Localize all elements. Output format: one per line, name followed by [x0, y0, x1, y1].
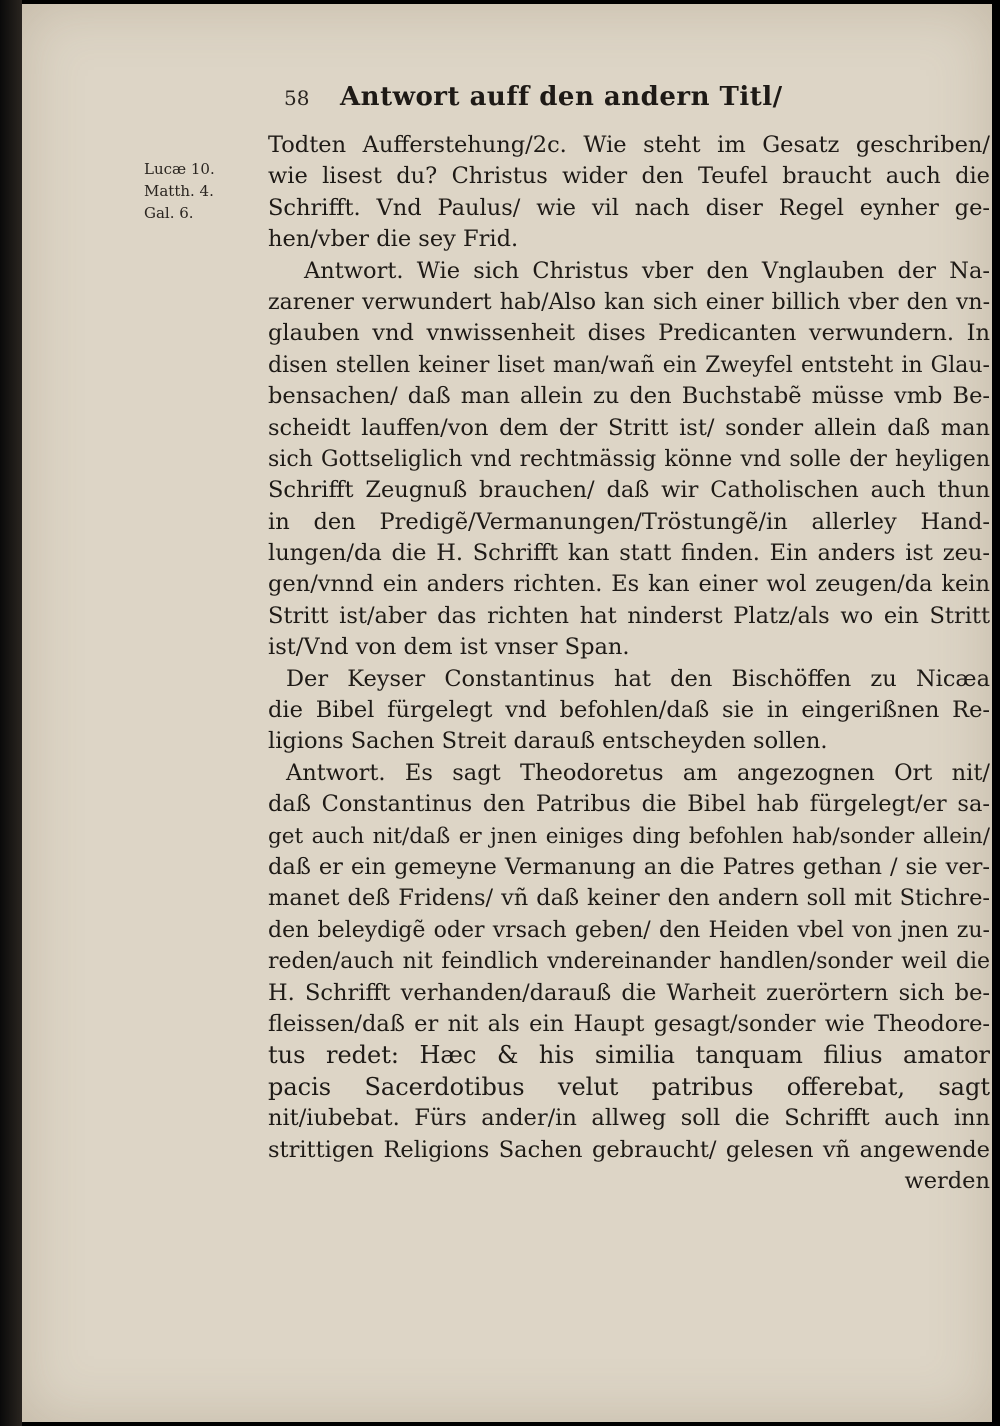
text-line: hen/vber die sey Frid.	[268, 226, 519, 253]
text-line: manet deß Fridens/ vñ daß keiner den andern soll mit Stichre-	[268, 885, 990, 912]
catchword: werden	[904, 1167, 990, 1194]
text-line: get auch nit/daß er jnen einiges ding befohlen hab/sonder allein/	[268, 823, 990, 849]
text-line: lungen/da die H. Schrifft kan statt finden. Ein anders ist zeu-	[268, 540, 990, 567]
text-line: Der Keyser Constantinus hat den Bischöffen zu Nicæa	[286, 665, 990, 692]
text-line: disen stellen keiner liset man/wañ ein Zweyfel entsteht in Glau-	[268, 352, 990, 378]
text-line: glauben vnd vnwissenheit dises Predicanten verwundern. In	[268, 320, 990, 347]
text-line: H. Schrifft verhanden/darauß die Warheit zuerörtern sich be-	[268, 979, 990, 1006]
text-line: sich Gottseliglich vnd rechtmässig könne vnd solle der heyligen	[268, 446, 990, 472]
text-line: daß Constantinus den Patribus die Bibel hab fürgelegt/er sa-	[268, 791, 990, 818]
text-line: Stritt ist/aber das richten hat ninderst Platz/als wo ein Stritt	[268, 602, 990, 629]
text-line: ist/Vnd von dem ist vnser Span.	[268, 634, 630, 661]
margin-note: Matth. 4.	[144, 182, 214, 200]
text-line: die Bibel fürgelegt vnd befohlen/daß sie in eingerißnen Re-	[268, 697, 990, 724]
text-line: in den Predigẽ/Vermanungen/Tröstungẽ/in allerley Hand-	[268, 508, 990, 535]
text-line: gen/vnnd ein anders richten. Es kan einer wol zeugen/da kein	[268, 571, 990, 598]
text-line: den beleydigẽ oder vrsach geben/ den Heiden vbel von jnen zu-	[268, 917, 990, 943]
text-line: tus redet: Hæc & his similia tanquam filius amator	[268, 1041, 990, 1070]
text-line: bensachen/ daß man allein zu den Buchstabẽ müsse vmb Be-	[268, 383, 990, 410]
text-line: Antwort. Wie sich Christus vber den Vnglauben der Na-	[304, 257, 990, 284]
text-line: nit/iubebat. Fürs ander/in allweg soll die Schrifft auch inn	[268, 1105, 990, 1132]
text-line: fleissen/daß er nit als ein Haupt gesagt/sonder wie Theodore-	[268, 1010, 990, 1037]
text-line: strittigen Religions Sachen gebraucht/ gelesen vñ angewende	[268, 1136, 990, 1163]
margin-notes	[144, 158, 254, 224]
body-text	[268, 130, 990, 1197]
text-line: zarener verwundert hab/Also kan sich einer billich vber den vn-	[268, 289, 990, 315]
text-line: scheidt lauffen/von dem der Stritt ist/ sonder allein daß man	[268, 414, 990, 441]
text-line: ligions Sachen Streit darauß entscheyden sollen.	[268, 728, 828, 755]
text-line: pacis Sacerdotibus velut patribus offerebat, sagt	[268, 1072, 990, 1101]
binding-edge	[0, 0, 22, 1426]
text-line: Schrifft. Vnd Paulus/ wie vil nach diser Regel eynher ge-	[268, 194, 990, 221]
text-line: wie lisest du? Christus wider den Teufel braucht auch die	[268, 163, 990, 190]
text-line: daß er ein gemeyne Vermanung an die Patres gethan / sie ver-	[268, 853, 990, 880]
text-line: Schrifft Zeugnuß brauchen/ daß wir Catholischen auch thun	[268, 477, 990, 504]
margin-note: Gal. 6.	[144, 204, 194, 222]
text-line: Antwort. Es sagt Theodoretus am angezognen Ort nit/	[286, 759, 990, 786]
page-number: 58	[284, 86, 310, 110]
margin-note: Lucæ 10.	[144, 160, 215, 178]
text-line: Todten Aufferstehung/2c. Wie steht im Gesatz geschriben/	[268, 132, 990, 158]
text-line: reden/auch nit feindlich vndereinander handlen/sonder weil die	[268, 949, 990, 975]
running-head: Antwort auff den andern Titl/	[340, 82, 783, 112]
